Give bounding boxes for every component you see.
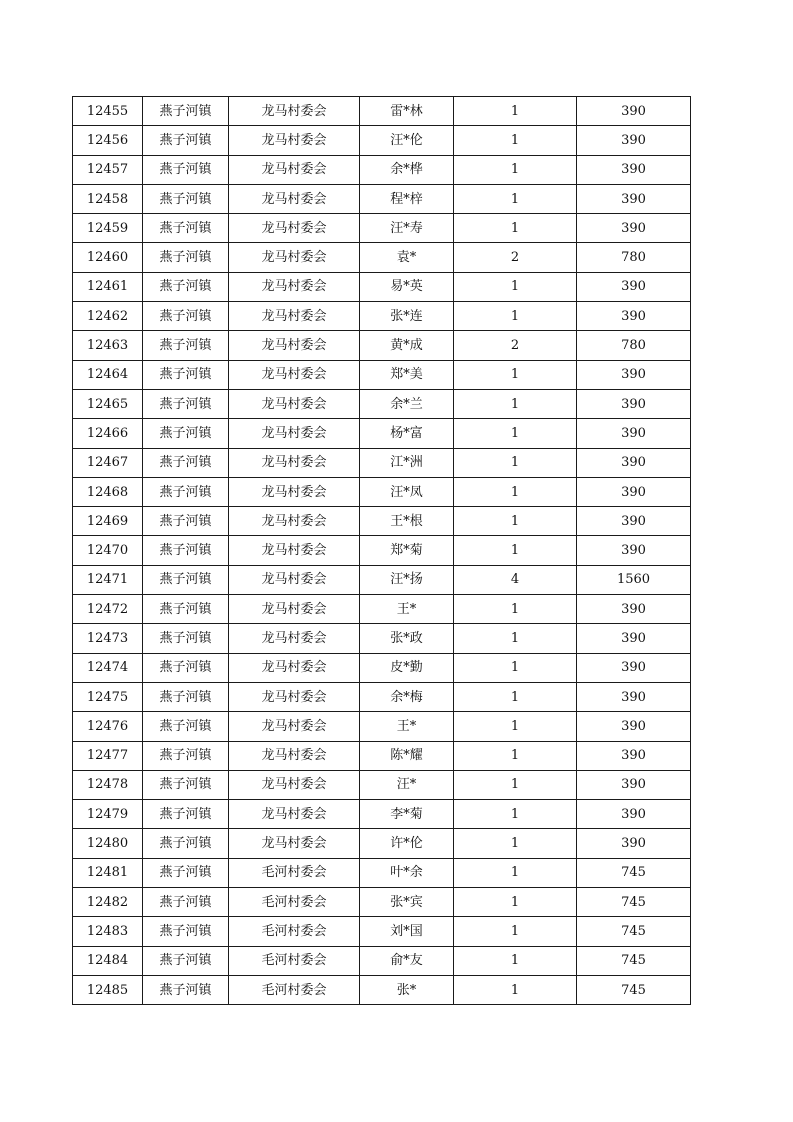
village-cell: 龙马村委会 <box>229 712 360 741</box>
table-row <box>73 741 691 770</box>
row-id-cell: 12481 <box>73 858 143 887</box>
village-cell: 毛河村委会 <box>229 946 360 975</box>
village-cell: 龙马村委会 <box>229 829 360 858</box>
town-cell: 燕子河镇 <box>143 477 229 506</box>
count-cell: 4 <box>454 565 577 594</box>
town-cell: 燕子河镇 <box>143 155 229 184</box>
row-id-cell: 12467 <box>73 448 143 477</box>
table-row <box>73 653 691 682</box>
table-row <box>73 682 691 711</box>
table-row <box>73 975 691 1004</box>
count-cell: 1 <box>454 302 577 331</box>
count-cell: 1 <box>454 858 577 887</box>
town-cell: 燕子河镇 <box>143 331 229 360</box>
town-cell: 燕子河镇 <box>143 712 229 741</box>
name-cell: 江*洲 <box>360 448 454 477</box>
count-cell: 1 <box>454 682 577 711</box>
count-cell: 1 <box>454 653 577 682</box>
row-id-cell: 12469 <box>73 507 143 536</box>
name-cell: 汪*扬 <box>360 565 454 594</box>
village-cell: 龙马村委会 <box>229 565 360 594</box>
count-cell: 1 <box>454 272 577 301</box>
town-cell: 燕子河镇 <box>143 184 229 213</box>
row-id-cell: 12455 <box>73 97 143 126</box>
table-row <box>73 829 691 858</box>
row-id-cell: 12473 <box>73 624 143 653</box>
amount-cell: 390 <box>577 829 691 858</box>
amount-cell: 745 <box>577 858 691 887</box>
name-cell: 余*兰 <box>360 389 454 418</box>
name-cell: 易*英 <box>360 272 454 301</box>
village-cell: 龙马村委会 <box>229 536 360 565</box>
table-row <box>73 360 691 389</box>
village-cell: 龙马村委会 <box>229 360 360 389</box>
village-cell: 龙马村委会 <box>229 682 360 711</box>
name-cell: 汪* <box>360 770 454 799</box>
table-row <box>73 477 691 506</box>
row-id-cell: 12483 <box>73 917 143 946</box>
amount-cell: 390 <box>577 360 691 389</box>
town-cell: 燕子河镇 <box>143 126 229 155</box>
name-cell: 许*伦 <box>360 829 454 858</box>
table-row <box>73 507 691 536</box>
table-row <box>73 536 691 565</box>
table-row <box>73 917 691 946</box>
count-cell: 1 <box>454 946 577 975</box>
name-cell: 王*根 <box>360 507 454 536</box>
amount-cell: 1560 <box>577 565 691 594</box>
town-cell: 燕子河镇 <box>143 858 229 887</box>
row-id-cell: 12468 <box>73 477 143 506</box>
town-cell: 燕子河镇 <box>143 448 229 477</box>
town-cell: 燕子河镇 <box>143 829 229 858</box>
amount-cell: 390 <box>577 448 691 477</box>
village-cell: 龙马村委会 <box>229 770 360 799</box>
table-row <box>73 858 691 887</box>
row-id-cell: 12485 <box>73 975 143 1004</box>
village-cell: 龙马村委会 <box>229 97 360 126</box>
name-cell: 陈*耀 <box>360 741 454 770</box>
name-cell: 郑*美 <box>360 360 454 389</box>
table-row <box>73 712 691 741</box>
village-cell: 龙马村委会 <box>229 507 360 536</box>
table-row <box>73 624 691 653</box>
town-cell: 燕子河镇 <box>143 888 229 917</box>
count-cell: 1 <box>454 360 577 389</box>
count-cell: 1 <box>454 507 577 536</box>
count-cell: 1 <box>454 126 577 155</box>
town-cell: 燕子河镇 <box>143 302 229 331</box>
amount-cell: 390 <box>577 536 691 565</box>
village-cell: 龙马村委会 <box>229 214 360 243</box>
table-row <box>73 214 691 243</box>
amount-cell: 390 <box>577 97 691 126</box>
row-id-cell: 12457 <box>73 155 143 184</box>
row-id-cell: 12477 <box>73 741 143 770</box>
amount-cell: 390 <box>577 126 691 155</box>
count-cell: 1 <box>454 975 577 1004</box>
town-cell: 燕子河镇 <box>143 917 229 946</box>
count-cell: 1 <box>454 595 577 624</box>
row-id-cell: 12480 <box>73 829 143 858</box>
row-id-cell: 12466 <box>73 419 143 448</box>
amount-cell: 390 <box>577 712 691 741</box>
name-cell: 黄*成 <box>360 331 454 360</box>
row-id-cell: 12463 <box>73 331 143 360</box>
count-cell: 1 <box>454 477 577 506</box>
village-cell: 龙马村委会 <box>229 800 360 829</box>
table-row <box>73 155 691 184</box>
town-cell: 燕子河镇 <box>143 214 229 243</box>
count-cell: 1 <box>454 448 577 477</box>
count-cell: 1 <box>454 712 577 741</box>
amount-cell: 390 <box>577 155 691 184</box>
amount-cell: 780 <box>577 243 691 272</box>
amount-cell: 745 <box>577 975 691 1004</box>
amount-cell: 390 <box>577 507 691 536</box>
table-row <box>73 389 691 418</box>
count-cell: 1 <box>454 155 577 184</box>
town-cell: 燕子河镇 <box>143 595 229 624</box>
town-cell: 燕子河镇 <box>143 770 229 799</box>
table-row <box>73 565 691 594</box>
name-cell: 郑*菊 <box>360 536 454 565</box>
village-cell: 龙马村委会 <box>229 389 360 418</box>
count-cell: 1 <box>454 419 577 448</box>
name-cell: 皮*勤 <box>360 653 454 682</box>
count-cell: 1 <box>454 829 577 858</box>
village-cell: 龙马村委会 <box>229 331 360 360</box>
row-id-cell: 12456 <box>73 126 143 155</box>
name-cell: 汪*凤 <box>360 477 454 506</box>
amount-cell: 390 <box>577 272 691 301</box>
table-row <box>73 331 691 360</box>
row-id-cell: 12472 <box>73 595 143 624</box>
table-body <box>73 97 691 1005</box>
town-cell: 燕子河镇 <box>143 389 229 418</box>
row-id-cell: 12459 <box>73 214 143 243</box>
row-id-cell: 12484 <box>73 946 143 975</box>
town-cell: 燕子河镇 <box>143 653 229 682</box>
count-cell: 1 <box>454 800 577 829</box>
row-id-cell: 12479 <box>73 800 143 829</box>
count-cell: 1 <box>454 536 577 565</box>
row-id-cell: 12476 <box>73 712 143 741</box>
village-cell: 龙马村委会 <box>229 653 360 682</box>
row-id-cell: 12458 <box>73 184 143 213</box>
table-row <box>73 770 691 799</box>
count-cell: 1 <box>454 770 577 799</box>
name-cell: 雷*林 <box>360 97 454 126</box>
name-cell: 王* <box>360 595 454 624</box>
town-cell: 燕子河镇 <box>143 624 229 653</box>
village-cell: 龙马村委会 <box>229 419 360 448</box>
name-cell: 叶*余 <box>360 858 454 887</box>
town-cell: 燕子河镇 <box>143 946 229 975</box>
amount-cell: 390 <box>577 800 691 829</box>
village-cell: 龙马村委会 <box>229 741 360 770</box>
amount-cell: 390 <box>577 653 691 682</box>
village-cell: 龙马村委会 <box>229 126 360 155</box>
village-cell: 毛河村委会 <box>229 888 360 917</box>
amount-cell: 390 <box>577 595 691 624</box>
village-cell: 龙马村委会 <box>229 477 360 506</box>
row-id-cell: 12478 <box>73 770 143 799</box>
table-row <box>73 800 691 829</box>
village-cell: 龙马村委会 <box>229 302 360 331</box>
count-cell: 2 <box>454 331 577 360</box>
village-cell: 龙马村委会 <box>229 624 360 653</box>
village-cell: 毛河村委会 <box>229 858 360 887</box>
name-cell: 张*政 <box>360 624 454 653</box>
town-cell: 燕子河镇 <box>143 975 229 1004</box>
name-cell: 张*宾 <box>360 888 454 917</box>
town-cell: 燕子河镇 <box>143 419 229 448</box>
amount-cell: 390 <box>577 214 691 243</box>
row-id-cell: 12474 <box>73 653 143 682</box>
amount-cell: 745 <box>577 917 691 946</box>
town-cell: 燕子河镇 <box>143 507 229 536</box>
count-cell: 1 <box>454 184 577 213</box>
town-cell: 燕子河镇 <box>143 565 229 594</box>
count-cell: 2 <box>454 243 577 272</box>
row-id-cell: 12470 <box>73 536 143 565</box>
name-cell: 汪*寿 <box>360 214 454 243</box>
name-cell: 汪*伦 <box>360 126 454 155</box>
table-row <box>73 184 691 213</box>
name-cell: 程*梓 <box>360 184 454 213</box>
row-id-cell: 12465 <box>73 389 143 418</box>
table-row <box>73 97 691 126</box>
table-row <box>73 888 691 917</box>
row-id-cell: 12471 <box>73 565 143 594</box>
count-cell: 1 <box>454 624 577 653</box>
row-id-cell: 12460 <box>73 243 143 272</box>
row-id-cell: 12461 <box>73 272 143 301</box>
table-row <box>73 946 691 975</box>
village-cell: 龙马村委会 <box>229 184 360 213</box>
row-id-cell: 12464 <box>73 360 143 389</box>
amount-cell: 390 <box>577 389 691 418</box>
table-row <box>73 419 691 448</box>
town-cell: 燕子河镇 <box>143 360 229 389</box>
amount-cell: 390 <box>577 770 691 799</box>
amount-cell: 390 <box>577 624 691 653</box>
count-cell: 1 <box>454 917 577 946</box>
name-cell: 李*菊 <box>360 800 454 829</box>
data-table <box>72 96 691 1005</box>
village-cell: 龙马村委会 <box>229 155 360 184</box>
row-id-cell: 12475 <box>73 682 143 711</box>
table-row <box>73 272 691 301</box>
village-cell: 毛河村委会 <box>229 975 360 1004</box>
amount-cell: 390 <box>577 184 691 213</box>
amount-cell: 780 <box>577 331 691 360</box>
name-cell: 余*桦 <box>360 155 454 184</box>
table-row <box>73 302 691 331</box>
town-cell: 燕子河镇 <box>143 800 229 829</box>
name-cell: 张*连 <box>360 302 454 331</box>
amount-cell: 390 <box>577 302 691 331</box>
name-cell: 王* <box>360 712 454 741</box>
village-cell: 龙马村委会 <box>229 595 360 624</box>
table-row <box>73 595 691 624</box>
row-id-cell: 12462 <box>73 302 143 331</box>
amount-cell: 390 <box>577 682 691 711</box>
count-cell: 1 <box>454 888 577 917</box>
village-cell: 龙马村委会 <box>229 448 360 477</box>
table-row <box>73 126 691 155</box>
amount-cell: 745 <box>577 946 691 975</box>
village-cell: 龙马村委会 <box>229 272 360 301</box>
amount-cell: 745 <box>577 888 691 917</box>
name-cell: 余*梅 <box>360 682 454 711</box>
town-cell: 燕子河镇 <box>143 536 229 565</box>
count-cell: 1 <box>454 741 577 770</box>
table-row <box>73 243 691 272</box>
count-cell: 1 <box>454 389 577 418</box>
name-cell: 刘*国 <box>360 917 454 946</box>
table-row <box>73 448 691 477</box>
village-cell: 毛河村委会 <box>229 917 360 946</box>
count-cell: 1 <box>454 97 577 126</box>
name-cell: 袁* <box>360 243 454 272</box>
name-cell: 俞*友 <box>360 946 454 975</box>
town-cell: 燕子河镇 <box>143 243 229 272</box>
name-cell: 张* <box>360 975 454 1004</box>
amount-cell: 390 <box>577 477 691 506</box>
amount-cell: 390 <box>577 741 691 770</box>
row-id-cell: 12482 <box>73 888 143 917</box>
count-cell: 1 <box>454 214 577 243</box>
town-cell: 燕子河镇 <box>143 272 229 301</box>
amount-cell: 390 <box>577 419 691 448</box>
town-cell: 燕子河镇 <box>143 97 229 126</box>
village-cell: 龙马村委会 <box>229 243 360 272</box>
town-cell: 燕子河镇 <box>143 741 229 770</box>
town-cell: 燕子河镇 <box>143 682 229 711</box>
name-cell: 杨*富 <box>360 419 454 448</box>
